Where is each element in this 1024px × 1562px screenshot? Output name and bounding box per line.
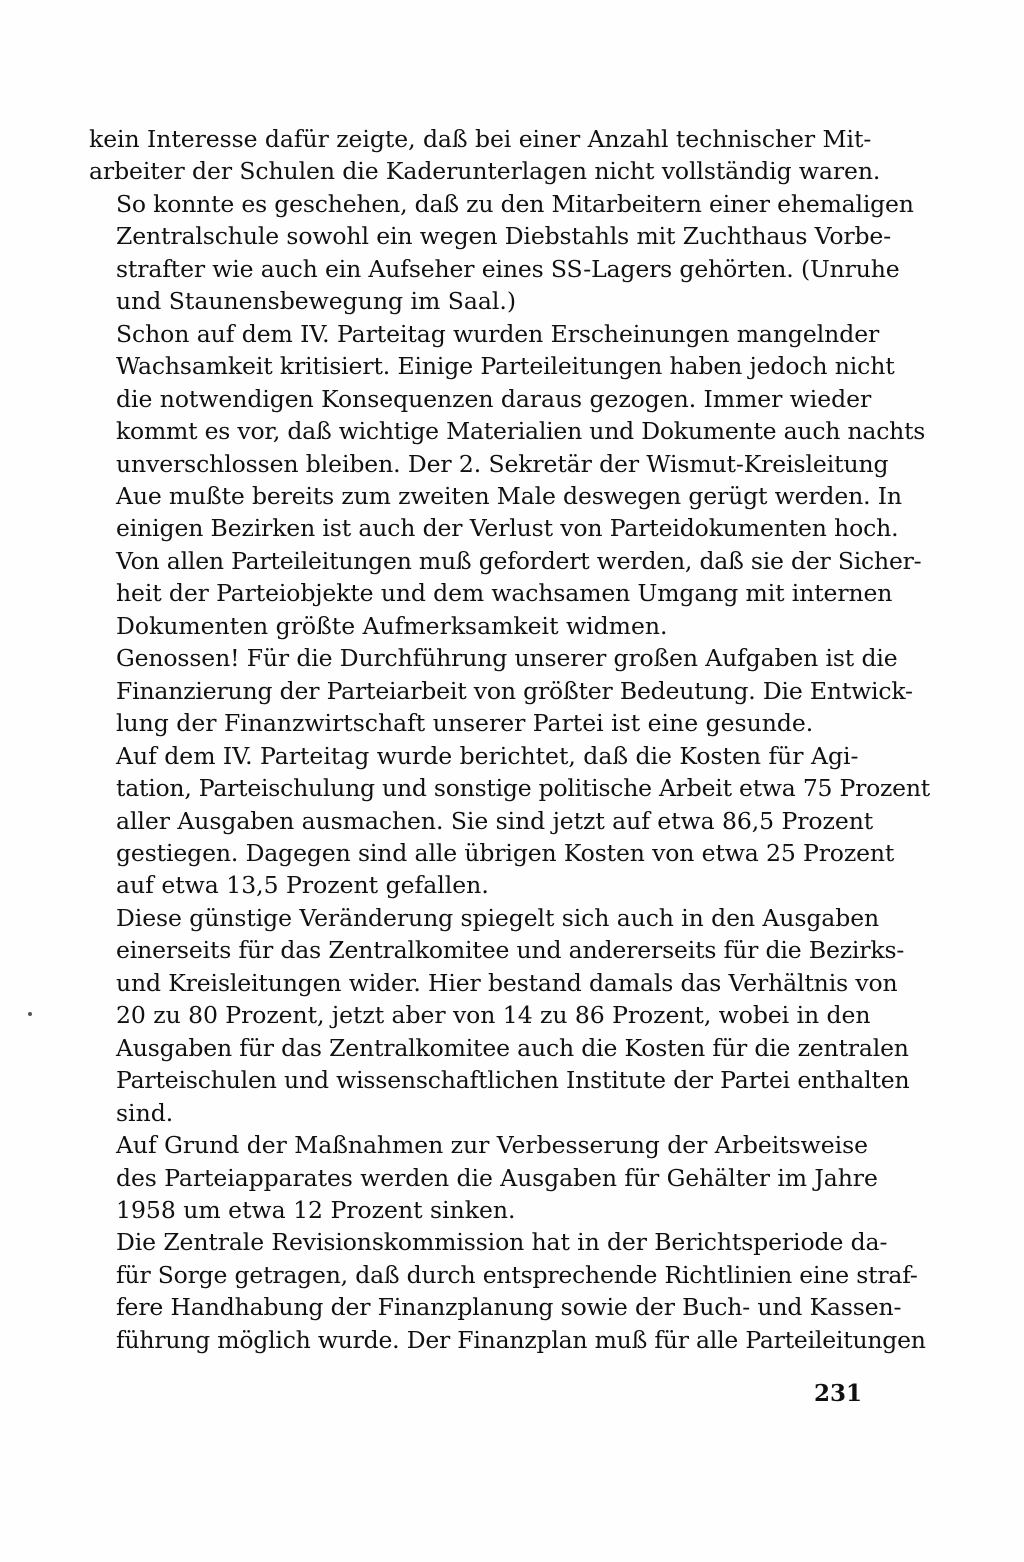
text-line: fere Handhabung der Finanzplanung sowie der Buch- und Kassen- xyxy=(116,1293,902,1322)
text-line: lung der Finanzwirtschaft unserer Partei ist eine gesunde. xyxy=(116,709,814,738)
text-line: arbeiter der Schulen die Kaderunterlagen nicht vollständig waren. xyxy=(89,157,881,186)
body-text xyxy=(89,123,930,1356)
page-number: 231 xyxy=(813,1380,862,1407)
paragraph xyxy=(89,902,910,1129)
text-line: auf etwa 13,5 Prozent gefallen. xyxy=(116,871,489,900)
text-line: Auf dem IV. Parteitag wurde berichtet, daß die Kosten für Agi- xyxy=(116,741,859,770)
text-line: Schon auf dem IV. Parteitag wurden Erscheinungen mangelnder xyxy=(116,319,880,348)
text-line: Aue mußte bereits zum zweiten Male deswegen gerügt werden. In xyxy=(116,481,902,510)
text-line: des Parteiapparates werden die Ausgaben für Gehälter im Jahre xyxy=(116,1163,878,1192)
print-speck xyxy=(28,1012,32,1016)
text-line: 20 zu 80 Prozent, jetzt aber von 14 zu 86 Prozent, wobei in den xyxy=(116,1001,871,1030)
text-line: einigen Bezirken ist auch der Verlust von Parteidokumenten hoch. xyxy=(116,514,899,543)
text-line: heit der Parteiobjekte und dem wachsamen Umgang mit internen xyxy=(116,579,893,608)
text-line: So konnte es geschehen, daß zu den Mitarbeitern einer ehemaligen xyxy=(116,189,914,218)
paragraph xyxy=(89,642,913,739)
text-line: Die Zentrale Revisionskommission hat in der Berichtsperiode da- xyxy=(116,1228,888,1257)
text-line: kein Interesse dafür zeigte, daß bei einer Anzahl technischer Mit- xyxy=(89,125,872,153)
text-line: Auf Grund der Maßnahmen zur Verbesserung der Arbeitsweise xyxy=(116,1131,868,1160)
text-line: Parteischulen und wissenschaftlichen Institute der Partei enthalten xyxy=(116,1066,910,1095)
text-line: Diese günstige Veränderung spiegelt sich auch in den Ausgaben xyxy=(116,903,880,932)
text-line: sind. xyxy=(116,1098,174,1127)
paragraph xyxy=(89,1226,926,1356)
text-line: führung möglich wurde. Der Finanzplan muß für alle Parteileitungen xyxy=(116,1325,926,1354)
text-line: unverschlossen bleiben. Der 2. Sekretär der Wismut-Kreisleitung xyxy=(116,449,889,478)
text-line: und Staunensbewegung im Saal.) xyxy=(116,287,517,316)
text-line: aller Ausgaben ausmachen. Sie sind jetzt auf etwa 86,5 Prozent xyxy=(116,806,874,835)
text-line: für Sorge getragen, daß durch entsprechende Richtlinien eine straf- xyxy=(116,1260,918,1289)
text-line: Von allen Parteileitungen muß gefordert werden, daß sie der Sicher- xyxy=(116,546,922,575)
text-line: Dokumenten größte Aufmerksamkeit widmen. xyxy=(116,611,668,640)
text-line: Ausgaben für das Zentralkomitee auch die Kosten für die zentralen xyxy=(116,1033,909,1062)
text-line: Zentralschule sowohl ein wegen Diebstahls mit Zuchthaus Vorbe- xyxy=(116,222,892,251)
text-line: strafter wie auch ein Aufseher eines SS-Lagers gehörten. (Unruhe xyxy=(116,254,900,283)
paragraph xyxy=(89,740,930,902)
paragraph xyxy=(89,123,881,188)
text-line: einerseits für das Zentralkomitee und andererseits für die Bezirks- xyxy=(116,936,905,965)
text-line: tation, Parteischulung und sonstige politische Arbeit etwa 75 Prozent xyxy=(116,774,930,803)
text-line: 1958 um etwa 12 Prozent sinken. xyxy=(116,1195,516,1224)
text-line: kommt es vor, daß wichtige Materialien und Dokumente auch nachts xyxy=(116,417,926,446)
paragraph xyxy=(89,1129,878,1226)
paragraph xyxy=(89,188,914,318)
text-line: und Kreisleitungen wider. Hier bestand damals das Verhältnis von xyxy=(116,968,898,997)
paragraph xyxy=(89,318,926,643)
text-line: die notwendigen Konsequenzen daraus gezogen. Immer wieder xyxy=(116,384,872,413)
text-line: Finanzierung der Parteiarbeit von größter Bedeutung. Die Entwick- xyxy=(116,676,913,705)
text-line: Genossen! Für die Durchführung unserer großen Aufgaben ist die xyxy=(116,644,898,673)
text-line: gestiegen. Dagegen sind alle übrigen Kosten von etwa 25 Prozent xyxy=(116,838,895,867)
text-line: Wachsamkeit kritisiert. Einige Parteileitungen haben jedoch nicht xyxy=(116,352,895,381)
